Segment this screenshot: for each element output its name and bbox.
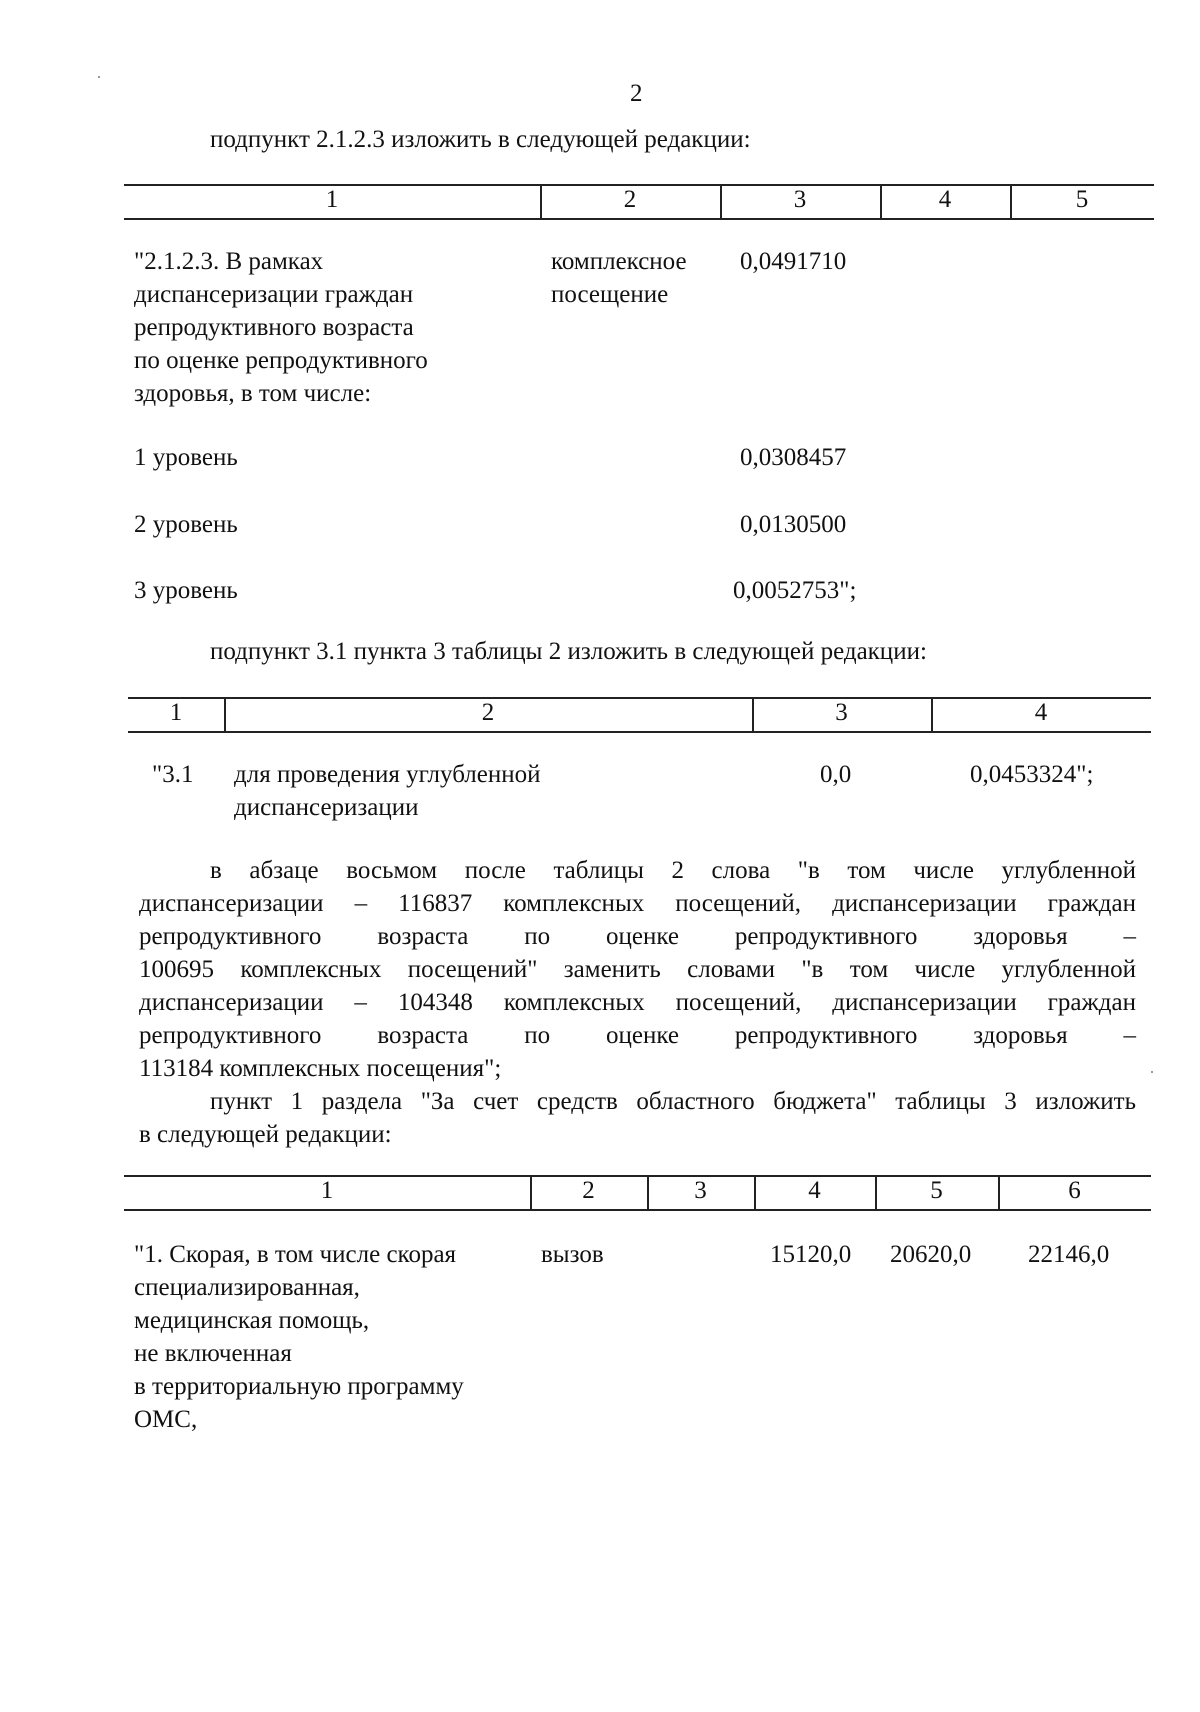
table2-row-value-4: 0,0453324";	[970, 761, 1094, 788]
paragraph-line: диспансеризации – 104348 комплексных посещений, диспансеризации граждан	[139, 989, 1136, 1016]
table1-header-col4: 4	[938, 186, 952, 213]
table3-header-col2: 2	[582, 1177, 595, 1204]
paragraph-line: в абзаце восьмом после таблицы 2 слова "в том числе углубленной	[210, 857, 1136, 884]
table3-header-col1: 1	[320, 1177, 334, 1204]
table1-header-col3: 3	[793, 186, 807, 213]
table1-level-label: 2 уровень	[134, 511, 238, 538]
table3-row-unit: вызов	[541, 1241, 604, 1268]
table3-row-value-6: 22146,0	[1028, 1241, 1110, 1268]
text-line: для проведения углубленной	[234, 761, 541, 788]
paragraph-line: в следующей редакции:	[139, 1121, 392, 1148]
table2-row-description	[234, 758, 541, 824]
text-line: ОМС,	[134, 1406, 198, 1433]
text-line: "1. Скорая, в том числе скорая	[134, 1241, 457, 1268]
table1-level-value: 0,0130500	[740, 511, 847, 538]
text-line: по оценке репродуктивного	[134, 347, 428, 374]
text-line: "2.1.2.3. В рамках	[134, 248, 324, 275]
table3-bottom-border	[124, 1209, 1151, 1211]
table3-row-value-5: 20620,0	[890, 1241, 972, 1268]
text-line: здоровья, в том числе:	[134, 380, 372, 407]
table3-header-col5: 5	[930, 1177, 943, 1204]
paragraph-line: 113184 комплексных посещения";	[139, 1055, 502, 1082]
paragraph-line: репродуктивного возраста по оценке репродуктивного здоровья –	[139, 923, 1136, 950]
table2-header-col1: 1	[169, 699, 183, 726]
intro-subitem-3-1: подпункт 3.1 пункта 3 таблицы 2 изложить в следующей редакции:	[210, 638, 927, 665]
text-line: медицинская помощь,	[134, 1307, 370, 1334]
table3-header-col6: 6	[1068, 1177, 1081, 1204]
paragraph-line: репродуктивного возраста по оценке репродуктивного здоровья –	[139, 1022, 1136, 1049]
paragraph-line: диспансеризации – 116837 комплексных посещений, диспансеризации граждан	[139, 890, 1136, 917]
text-line: репродуктивного возраста	[134, 314, 414, 341]
table1-header-col2: 2	[623, 186, 637, 213]
paragraph-line: пункт 1 раздела "За счет средств областного бюджета" таблицы 3 изложить	[210, 1088, 1136, 1115]
table1-header-col5: 5	[1075, 186, 1089, 213]
text-line: специализированная,	[134, 1274, 360, 1301]
text-line: комплексное	[551, 248, 687, 275]
table1-level-label: 1 уровень	[134, 444, 238, 471]
table2-header-col3: 3	[835, 699, 848, 726]
text-line: диспансеризации	[234, 794, 419, 821]
paragraph-line: 100695 комплексных посещений" заменить словами "в том числе углубленной	[139, 956, 1136, 983]
table1-row-unit	[551, 245, 687, 311]
table1-header-col1: 1	[325, 186, 339, 213]
table1-row-value: 0,0491710	[740, 248, 847, 275]
table2-header-col2: 2	[481, 699, 495, 726]
text-line: диспансеризации граждан	[134, 281, 414, 308]
table3-row-value-4: 15120,0	[770, 1241, 852, 1268]
table1-level-label: 3 уровень	[134, 577, 238, 604]
text-line: в территориальную программу	[134, 1373, 464, 1400]
table1-level-value: 0,0052753";	[733, 577, 857, 604]
text-line: не включенная	[134, 1340, 292, 1367]
table1-level-value: 0,0308457	[740, 444, 847, 471]
scan-speck	[1151, 1071, 1153, 1073]
text-line: посещение	[551, 281, 669, 308]
table2-bottom-border	[128, 731, 1151, 733]
scan-speck	[98, 76, 100, 78]
intro-subitem-2-1-2-3: подпункт 2.1.2.3 изложить в следующей редакции:	[210, 126, 751, 153]
table3-header-col4: 4	[808, 1177, 821, 1204]
table2-header-col4: 4	[1034, 699, 1048, 726]
table3-row-description	[134, 1238, 464, 1436]
table2-row-number: "3.1	[152, 761, 194, 788]
page-number: 2	[630, 80, 643, 107]
table3-header-col3: 3	[694, 1177, 707, 1204]
table2-row-value-3: 0,0	[820, 761, 852, 788]
table1-row-description	[134, 245, 428, 410]
table1-bottom-border	[124, 218, 1154, 220]
